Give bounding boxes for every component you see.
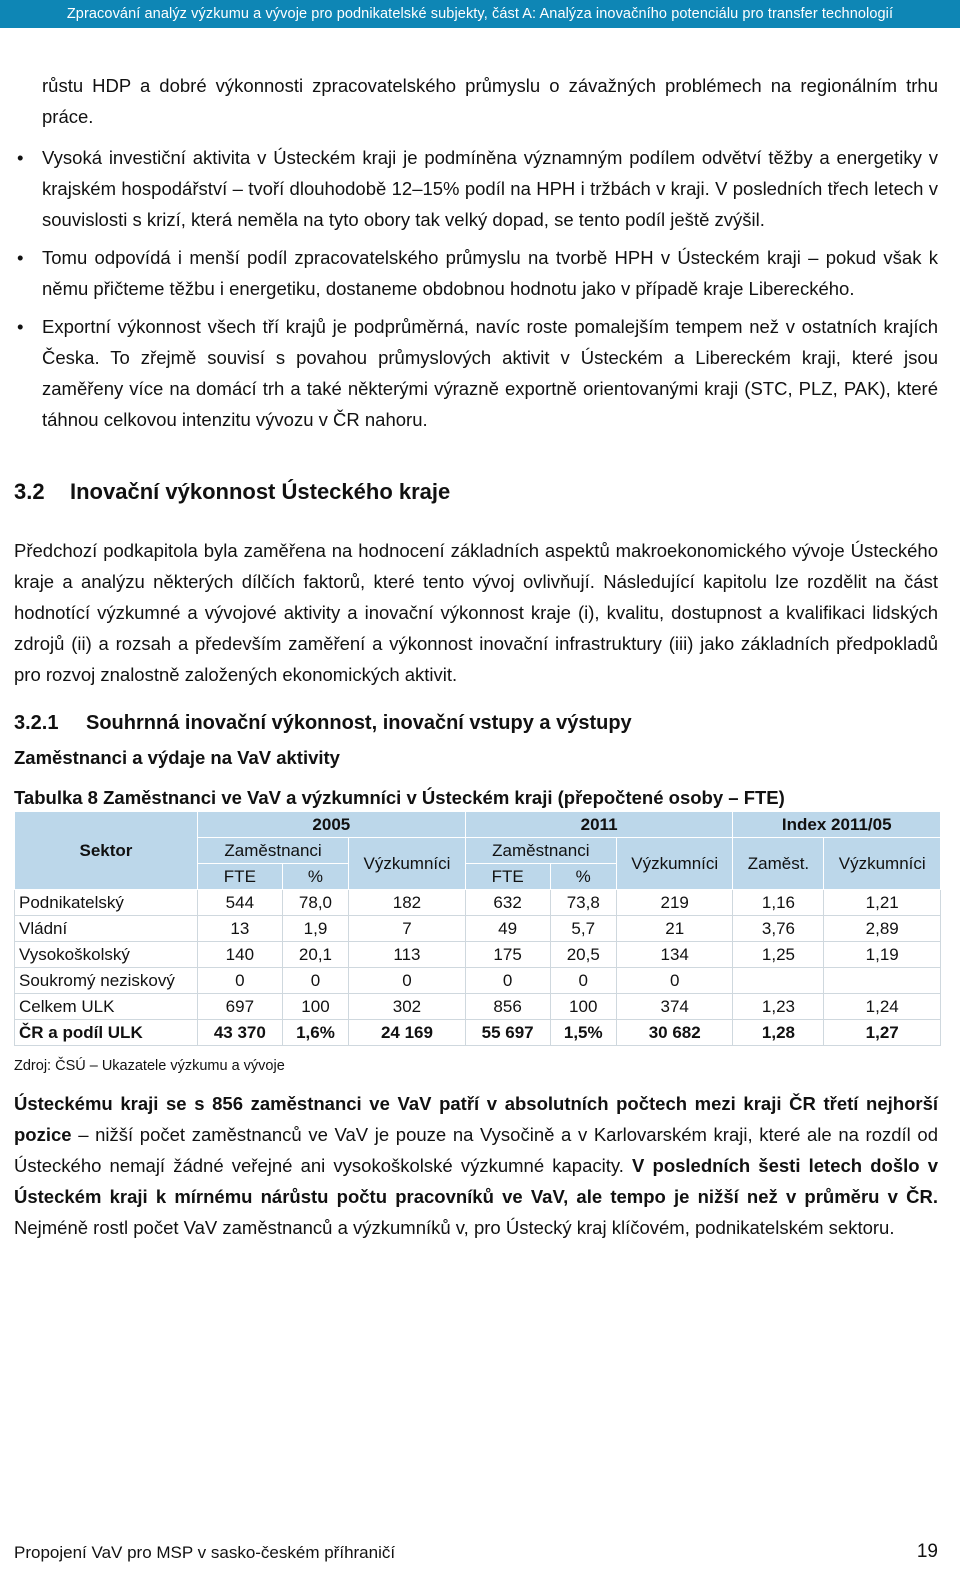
subheading: Zaměstnanci a výdaje na VaV aktivity xyxy=(14,747,340,768)
cell-sektor: Vysokoškolský xyxy=(15,942,198,968)
cell: 0 xyxy=(349,968,466,994)
intro-continuation: růstu HDP a dobré výkonnosti zpracovatelského průmyslu o závažných problémech na regionálním trhu práce. xyxy=(42,75,938,127)
cell: 1,6% xyxy=(282,1020,348,1046)
bullet-icon: • xyxy=(17,247,24,268)
cell: 43 370 xyxy=(197,1020,282,1046)
cell: 0 xyxy=(465,968,550,994)
header-zamest-index: Zaměst. xyxy=(733,838,824,890)
cell: 856 xyxy=(465,994,550,1020)
subsection-title: Souhrnná inovační výkonnost, inovační vstupy a výstupy xyxy=(86,712,632,734)
cell: 100 xyxy=(282,994,348,1020)
cell: 0 xyxy=(197,968,282,994)
closing-bold-2: V posledních šesti letech došlo v Ústeckém kraji k mírnému nárůstu počtu pracovníků ve VaV, ale tempo je nižší než v průměru v ČR. xyxy=(14,1155,938,1207)
header-vyzkumnici-2011: Výzkumníci xyxy=(616,838,733,890)
page-footer xyxy=(14,1543,938,1573)
cell: 1,21 xyxy=(824,890,941,916)
table-row xyxy=(15,1020,941,1046)
table-caption: Tabulka 8 Zaměstnanci ve VaV a výzkumníci v Ústeckém kraji (přepočtené osoby – FTE) xyxy=(14,787,785,808)
cell-sektor: Celkem ULK xyxy=(15,994,198,1020)
cell: 0 xyxy=(282,968,348,994)
cell: 1,16 xyxy=(733,890,824,916)
data-table xyxy=(14,811,941,1046)
cell-sektor: ČR a podíl ULK xyxy=(15,1020,198,1046)
cell: 1,24 xyxy=(824,994,941,1020)
closing-normal-1: – nižší počet zaměstnanců ve VaV je pouze na Vysočině a v Karlovarském kraji, které ale na rozdíl od Ústeckého nemají žádné veřejné ani vysokoškolské výzkumné kapacity. xyxy=(14,1124,938,1176)
table-row xyxy=(15,942,941,968)
cell: 13 xyxy=(197,916,282,942)
table-source: Zdroj: ČSÚ – Ukazatele výzkumu a vývoje xyxy=(14,1058,285,1074)
bullet-icon: • xyxy=(17,316,24,337)
cell: 182 xyxy=(349,890,466,916)
header-zamestnanci-2005: Zaměstnanci xyxy=(197,838,348,864)
closing-bold-1: Ústeckému kraji se s 856 zaměstnanci ve VaV patří v absolutních počtech mezi kraji ČR třetí nejhorší pozice xyxy=(14,1093,938,1145)
cell-sektor: Podnikatelský xyxy=(15,890,198,916)
cell: 175 xyxy=(465,942,550,968)
cell: 24 169 xyxy=(349,1020,466,1046)
cell: 374 xyxy=(616,994,733,1020)
bullet-text: Vysoká investiční aktivita v Ústeckém kraji je podmíněna významným podílem odvětví těžby a energetiky v krajském hospodářství – tvoří dlouhodobě 12–15% podíl na HPH i tržbách v kraji. V posledních třech letech v souvislosti s krizí, která neměla na tyto obory tak velký dopad, se tento podíl ještě zvýšil. xyxy=(42,147,938,230)
subsection-number: 3.2.1 xyxy=(14,712,59,734)
cell: 1,23 xyxy=(733,994,824,1020)
cell-sektor: Vládní xyxy=(15,916,198,942)
cell: 1,19 xyxy=(824,942,941,968)
cell: 1,9 xyxy=(282,916,348,942)
page-number: 19 xyxy=(916,1541,938,1562)
closing-normal-2: Nejméně rostl počet VaV zaměstnanců a výzkumníků v, pro Ústecký kraj klíčovém, podnikatelském sektoru. xyxy=(14,1217,895,1238)
section-title: Inovační výkonnost Ústeckého kraje xyxy=(70,479,451,504)
cell: 544 xyxy=(197,890,282,916)
cell: 55 697 xyxy=(465,1020,550,1046)
header-vyzkumnici-2005: Výzkumníci xyxy=(349,838,466,890)
header-year-2005: 2005 xyxy=(197,812,465,838)
cell: 78,0 xyxy=(282,890,348,916)
cell: 1,27 xyxy=(824,1020,941,1046)
cell: 1,25 xyxy=(733,942,824,968)
header-pct-2005: % xyxy=(282,864,348,890)
section-paragraph: Předchozí podkapitola byla zaměřena na hodnocení základních aspektů makroekonomického vývoje Ústeckého kraje a analýzu některých dílčích faktorů, které tento vývoj ovlivňují. Následující kapitolu lze rozdělit na část hodnotící výzkumné a vývojové aktivity a inovační výkonnost kraje (i), kvalitu, dostupnost a kvalifikaci lidských zdrojů (ii) a rozsah a především zaměření a výkonnost inovační infrastruktury (iii) jako základních předpokladů pro rozvoj znalostně založených ekonomických aktivit. xyxy=(14,540,938,685)
footer-title: Propojení VaV pro MSP v sasko-českém příhraničí xyxy=(14,1543,396,1562)
bullet-text: Tomu odpovídá i menší podíl zpracovatelského průmyslu na tvorbě HPH v Ústeckém kraji – pokud však k němu přičteme těžbu i energetiku, dostaneme obdobnou hodnotu jako v případě kraje Libereckého. xyxy=(42,247,938,299)
cell: 302 xyxy=(349,994,466,1020)
cell: 0 xyxy=(616,968,733,994)
cell: 134 xyxy=(616,942,733,968)
section-heading xyxy=(14,479,938,505)
list-item xyxy=(14,311,938,435)
cell: 1,5% xyxy=(550,1020,616,1046)
running-header xyxy=(0,0,960,28)
section-number: 3.2 xyxy=(14,479,45,504)
header-pct-2011: % xyxy=(550,864,616,890)
cell: 7 xyxy=(349,916,466,942)
subsection-heading xyxy=(14,712,938,735)
page-content xyxy=(14,70,938,1243)
cell: 100 xyxy=(550,994,616,1020)
bullet-list xyxy=(14,70,938,435)
cell: 1,28 xyxy=(733,1020,824,1046)
cell: 140 xyxy=(197,942,282,968)
list-item xyxy=(14,142,938,235)
cell-sektor: Soukromý neziskový xyxy=(15,968,198,994)
cell: 2,89 xyxy=(824,916,941,942)
table-row xyxy=(15,890,941,916)
cell xyxy=(824,968,941,994)
header-index: Index 2011/05 xyxy=(733,812,941,838)
cell: 632 xyxy=(465,890,550,916)
table-row xyxy=(15,916,941,942)
cell: 21 xyxy=(616,916,733,942)
cell: 20,1 xyxy=(282,942,348,968)
cell: 5,7 xyxy=(550,916,616,942)
header-fte-2011: FTE xyxy=(465,864,550,890)
cell: 73,8 xyxy=(550,890,616,916)
table-row xyxy=(15,968,941,994)
list-item xyxy=(14,70,938,132)
header-zamestnanci-2011: Zaměstnanci xyxy=(465,838,616,864)
cell: 20,5 xyxy=(550,942,616,968)
bullet-icon: • xyxy=(17,147,24,168)
running-title: Zpracování analýz výzkumu a vývoje pro podnikatelské subjekty, část A: Analýza inovačního potenciálu pro transfer technologií xyxy=(66,6,894,22)
cell: 0 xyxy=(550,968,616,994)
header-fte-2005: FTE xyxy=(197,864,282,890)
header-sektor: Sektor xyxy=(15,812,198,890)
closing-paragraph xyxy=(14,1088,938,1243)
header-year-2011: 2011 xyxy=(465,812,733,838)
cell: 697 xyxy=(197,994,282,1020)
cell: 49 xyxy=(465,916,550,942)
bullet-text: Exportní výkonnost všech tří krajů je podprůměrná, navíc roste pomalejším tempem než v ostatních krajích Česka. To zřejmě souvisí s povahou průmyslových aktivit v Ústeckém a Libereckém kraji, které jsou zaměřeny více na domácí trh a také některými výrazně exportně orientovanými kraji (STC, PLZ, PAK), které táhnou celkovou intenzitu vývozu v ČR nahoru. xyxy=(42,316,938,430)
list-item xyxy=(14,242,938,304)
cell: 3,76 xyxy=(733,916,824,942)
cell: 219 xyxy=(616,890,733,916)
table-row xyxy=(15,994,941,1020)
cell: 113 xyxy=(349,942,466,968)
header-vyzkumnici-index: Výzkumníci xyxy=(824,838,941,890)
cell: 30 682 xyxy=(616,1020,733,1046)
cell xyxy=(733,968,824,994)
